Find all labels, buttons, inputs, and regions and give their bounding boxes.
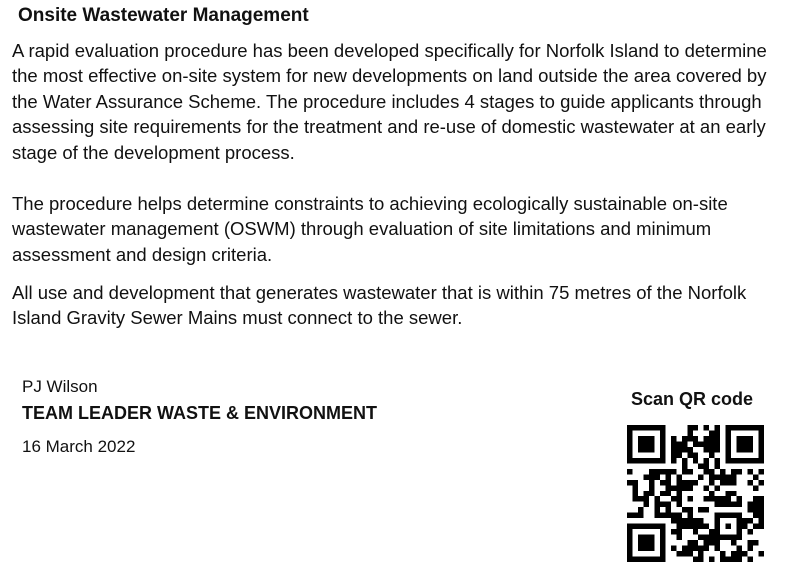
signatory-name: PJ Wilson bbox=[22, 377, 98, 396]
qr-label: Scan QR code bbox=[631, 389, 754, 409]
qr-code-icon[interactable] bbox=[627, 425, 764, 562]
paragraph-constraints: The procedure helps determine constraints to achieving ecologically sustainable on-site wastewater management (OSWM) through evaluation of site limitations and minimum assessment and design criteria. bbox=[12, 193, 728, 265]
document-heading: Onsite Wastewater Management bbox=[18, 5, 309, 26]
signatory-title: TEAM LEADER WASTE & ENVIRONMENT bbox=[22, 403, 378, 423]
document-date: 16 March 2022 bbox=[22, 437, 136, 456]
paragraph-procedure: A rapid evaluation procedure has been developed specifically for Norfolk Island to determine the most effective on-site system for new developments on land outside the area covered by the Water Assurance Scheme. The procedure includes 4 stages to guide applicants through assessing site requirements for the treatment and re-use of domestic wastewater at an early stage of the development process. bbox=[12, 40, 767, 163]
paragraph-sewer-connection: All use and development that generates wastewater that is within 75 metres of the Norfolk Island Gravity Sewer Mains must connect to the sewer. bbox=[12, 282, 747, 329]
